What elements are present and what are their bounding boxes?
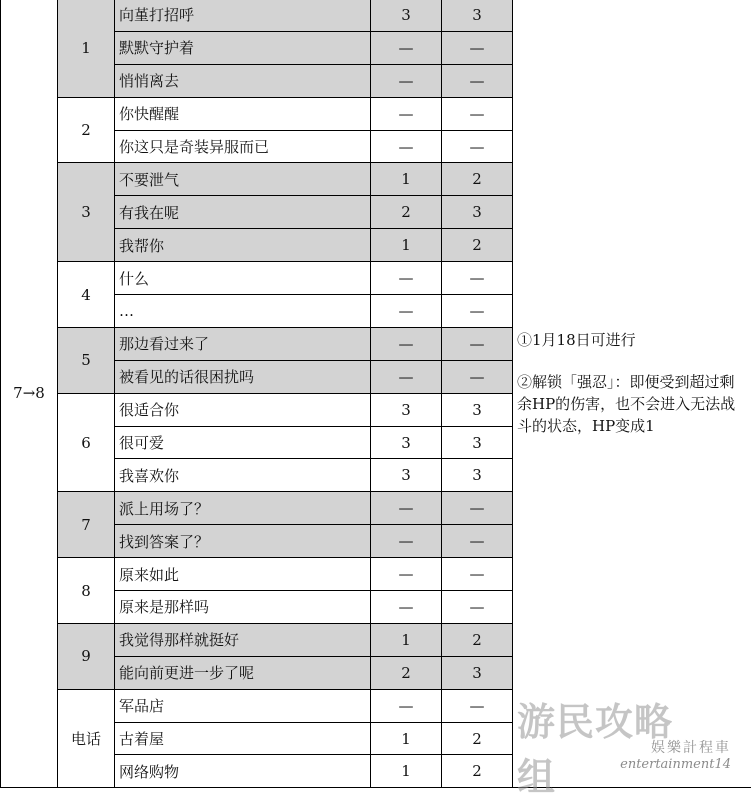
value-2-cell: 3 (442, 426, 513, 459)
option-cell: 什么 (115, 262, 371, 295)
value-2-cell: — (442, 591, 513, 624)
value-1-cell: 1 (371, 755, 442, 788)
option-cell: 悄悄离去 (115, 64, 371, 97)
value-2-cell: — (442, 525, 513, 558)
dialogue-number-cell: 5 (58, 327, 115, 393)
option-cell: 有我在呢 (115, 196, 371, 229)
option-cell: 我喜欢你 (115, 459, 371, 492)
value-1-cell: — (371, 591, 442, 624)
value-2-cell: — (442, 492, 513, 525)
dialogue-number-cell: 4 (58, 262, 115, 328)
choice-table-body (1, 0, 751, 788)
value-1-cell: — (371, 525, 442, 558)
notes-cell (513, 0, 751, 788)
value-2-cell: — (442, 97, 513, 130)
value-2-cell: — (442, 64, 513, 97)
value-1-cell: — (371, 360, 442, 393)
dialogue-number-cell: 2 (58, 97, 115, 163)
dialogue-number-cell: 电话 (58, 689, 115, 788)
value-2-cell: 2 (442, 755, 513, 788)
note-text: ①1月18日可进行 (517, 329, 745, 351)
value-2-cell: — (442, 31, 513, 64)
value-1-cell: 3 (371, 426, 442, 459)
value-1-cell: — (371, 97, 442, 130)
value-2-cell: 2 (442, 623, 513, 656)
value-2-cell: 3 (442, 656, 513, 689)
value-1-cell: — (371, 558, 442, 591)
option-cell: 不要泄气 (115, 163, 371, 196)
value-1-cell: — (371, 295, 442, 328)
value-1-cell: 1 (371, 623, 442, 656)
value-2-cell: 3 (442, 393, 513, 426)
option-cell: 被看见的话很困扰吗 (115, 360, 371, 393)
watermark-main-text: 游民攻略组 (517, 691, 703, 801)
dialogue-number-cell: 9 (58, 623, 115, 689)
option-cell: 原来是那样吗 (115, 591, 371, 624)
option-cell: 你这只是奇装异服而已 (115, 130, 371, 163)
value-1-cell: 2 (371, 656, 442, 689)
value-2-cell: — (442, 689, 513, 722)
value-1-cell: — (371, 327, 442, 360)
table-row (1, 0, 751, 31)
option-cell: 军品店 (115, 689, 371, 722)
value-1-cell: 3 (371, 459, 442, 492)
value-1-cell: — (371, 689, 442, 722)
option-cell: 很适合你 (115, 393, 371, 426)
option-cell: … (115, 295, 371, 328)
dialogue-number-cell: 6 (58, 393, 115, 492)
value-2-cell: 3 (442, 0, 513, 31)
value-2-cell: 2 (442, 163, 513, 196)
option-cell: 很可爱 (115, 426, 371, 459)
option-cell: 我帮你 (115, 229, 371, 262)
option-cell: 那边看过来了 (115, 327, 371, 360)
dialogue-number-cell: 3 (58, 163, 115, 262)
value-2-cell: — (442, 295, 513, 328)
value-2-cell: 3 (442, 196, 513, 229)
option-cell: 向堇打招呼 (115, 0, 371, 31)
note-text: ②解锁「强忍」：即便受到超过剩余HP的伤害，也不会进入无法战斗的状态，HP变成1 (517, 371, 745, 437)
value-2-cell: — (442, 360, 513, 393)
value-1-cell: 3 (371, 393, 442, 426)
value-1-cell: — (371, 262, 442, 295)
option-cell: 网络购物 (115, 755, 371, 788)
value-1-cell: — (371, 492, 442, 525)
value-1-cell: 3 (371, 0, 442, 31)
option-cell: 我觉得那样就挺好 (115, 623, 371, 656)
value-2-cell: 2 (442, 229, 513, 262)
value-1-cell: — (371, 64, 442, 97)
value-2-cell: — (442, 558, 513, 591)
watermark-sub-text: 娱樂計程車 (651, 737, 731, 757)
value-1-cell: — (371, 130, 442, 163)
option-cell: 默默守护着 (115, 31, 371, 64)
value-2-cell: 2 (442, 722, 513, 755)
option-cell: 能向前更进一步了呢 (115, 656, 371, 689)
option-cell: 原来如此 (115, 558, 371, 591)
value-2-cell: — (442, 327, 513, 360)
value-1-cell: 1 (371, 163, 442, 196)
option-cell: 你快醒醒 (115, 97, 371, 130)
option-cell: 找到答案了？ (115, 525, 371, 558)
stage-cell: 7→8 (1, 0, 58, 788)
value-2-cell: — (442, 130, 513, 163)
option-cell: 派上用场了？ (115, 492, 371, 525)
value-2-cell: — (442, 262, 513, 295)
option-cell: 古着屋 (115, 722, 371, 755)
value-1-cell: 2 (371, 196, 442, 229)
value-1-cell: — (371, 31, 442, 64)
value-1-cell: 1 (371, 229, 442, 262)
value-1-cell: 1 (371, 722, 442, 755)
watermark-en-text: entertainment14 (620, 757, 731, 772)
dialogue-number-cell: 7 (58, 492, 115, 558)
value-2-cell: 3 (442, 459, 513, 492)
dialogue-number-cell: 8 (58, 558, 115, 624)
dialogue-number-cell: 1 (58, 0, 115, 97)
